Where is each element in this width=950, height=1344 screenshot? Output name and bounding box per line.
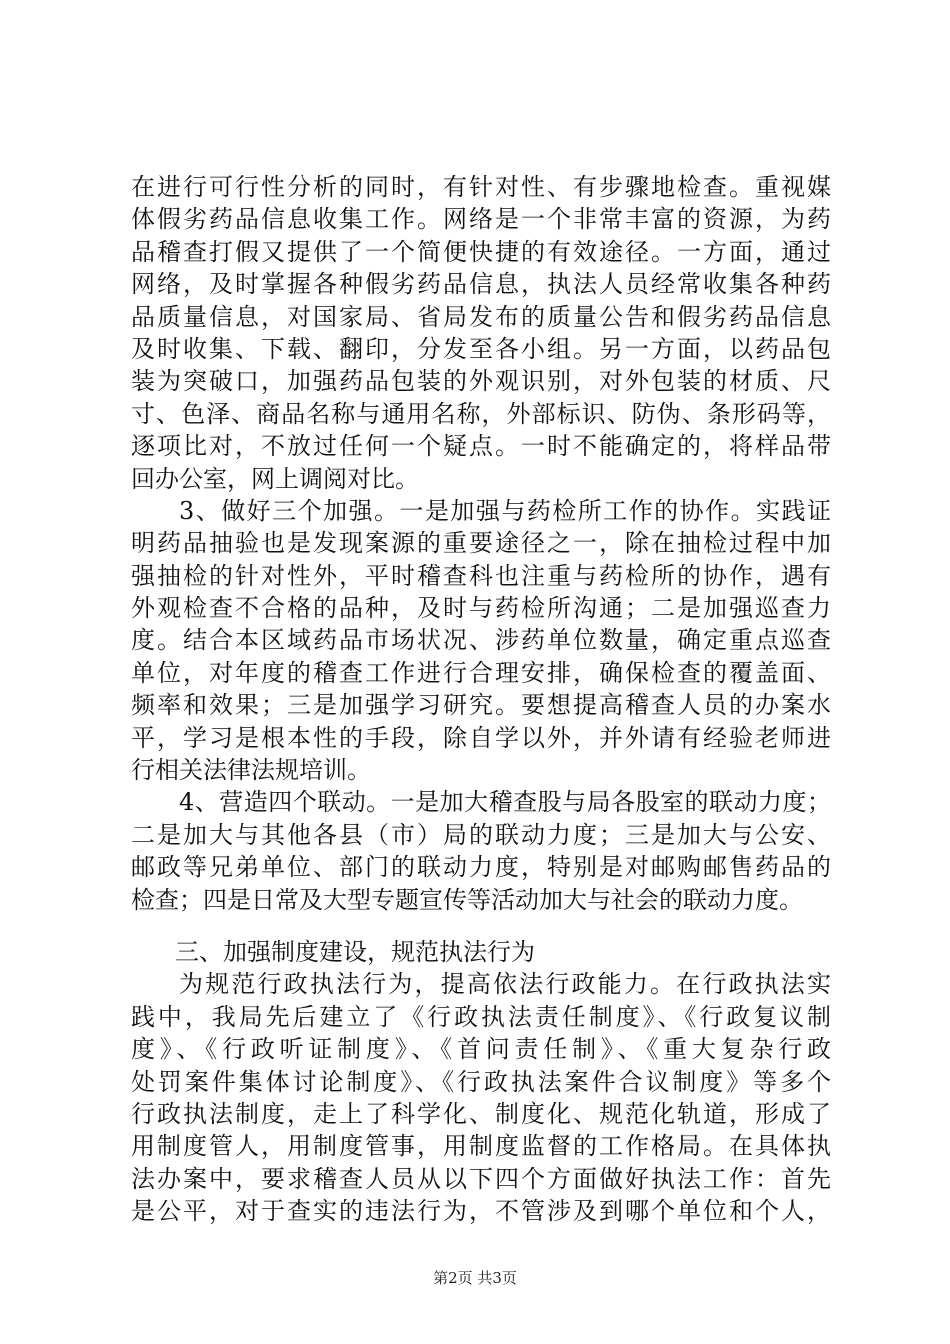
text-line: 邮政等兄弟单位、部门的联动力度，特别是对邮购邮售药品的 (131, 853, 831, 882)
text-line: 品稽查打假又提供了一个简便快捷的有效途径。一方面，通过 (131, 237, 831, 266)
text-line: 装为突破口，加强药品包装的外观识别，对外包装的材质、尺 (131, 367, 831, 396)
text-line: 践中，我局先后建立了《行政执法责任制度》、《行政复议制 (131, 1002, 831, 1031)
text-line: 检查；四是日常及大型专题宣传等活动加大与社会的联动力度。 (131, 885, 803, 914)
text-line: 是公平，对于查实的违法行为，不管涉及到哪个单位和个人， (131, 1197, 831, 1226)
text-line: 回办公室，网上调阅对比。 (131, 464, 419, 493)
paragraph-first-line: 为规范行政执法行为，提高依法行政能力。在行政执法实 (179, 970, 831, 999)
text-line: 平，学习是根本性的手段，除自学以外，并外请有经验老师进 (131, 723, 831, 752)
text-line: 频率和效果；三是加强学习研究。要想提高稽查人员的办案水 (131, 691, 831, 720)
text-line: 及时收集、下载、翻印，分发至各小组。另一方面，以药品包 (131, 334, 831, 363)
text-line: 度》、《行政听证制度》、《首问责任制》、《重大复杂行政 (131, 1035, 831, 1064)
section-gap (131, 916, 831, 936)
text-line: 体假劣药品信息收集工作。网络是一个非常丰富的资源，为药 (131, 205, 831, 234)
text-line: 强抽检的针对性外，平时稽查科也注重与药检所的协作，遇有 (131, 561, 831, 590)
paragraph-first-line: 3、做好三个加强。一是加强与药检所工作的协作。实践证 (179, 496, 831, 525)
section-heading: 三、加强制度建设，规范执法行为 (175, 937, 535, 966)
text-line: 品质量信息，对国家局、省局发布的质量公告和假劣药品信息 (131, 302, 831, 331)
text-line: 单位，对年度的稽查工作进行合理安排，确保检查的覆盖面、 (131, 658, 831, 687)
text-line: 法办案中，要求稽查人员从以下四个方面做好执法工作：首先 (131, 1164, 831, 1193)
text-line: 寸、色泽、商品名称与通用名称，外部标识、防伪、条形码等， (131, 399, 831, 428)
text-line: 行政执法制度，走上了科学化、制度化、规范化轨道，形成了 (131, 1099, 831, 1128)
text-line: 明药品抽验也是发现案源的重要途径之一，除在抽检过程中加 (131, 529, 831, 558)
text-line: 外观检查不合格的品种，及时与药检所沟通；二是加强巡查力 (131, 594, 831, 623)
document-body (131, 171, 831, 1228)
text-line: 在进行可行性分析的同时，有针对性、有步骤地检查。重视媒 (131, 173, 831, 201)
text-line: 用制度管人，用制度管事，用制度监督的工作格局。在具体执 (131, 1132, 831, 1161)
text-line: 二是加大与其他各县（市）局的联动力度；三是加大与公安、 (131, 820, 831, 849)
text-line: 度。结合本区域药品市场状况、涉药单位数量，确定重点巡查 (131, 626, 831, 655)
text-line: 网络，及时掌握各种假劣药品信息，执法人员经常收集各种药 (131, 270, 831, 299)
text-line: 行相关法律法规培训。 (131, 756, 371, 785)
paragraph-first-line: 4、营造四个联动。一是加大稽查股与局各股室的联动力度； (179, 788, 831, 817)
text-line: 处罚案件集体讨论制度》、《行政执法案件合议制度》等多个 (131, 1067, 831, 1096)
text-line: 逐项比对，不放过任何一个疑点。一时不能确定的，将样品带 (131, 432, 831, 461)
page-number-footer: 第2页 共3页 (433, 1269, 517, 1287)
